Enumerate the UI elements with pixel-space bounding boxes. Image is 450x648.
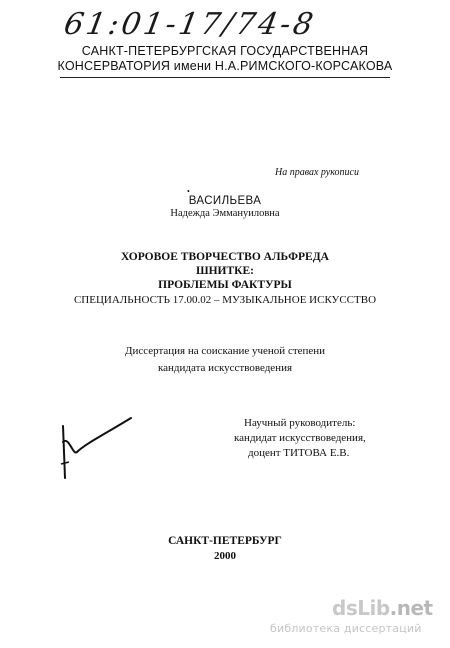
author-given-names: Надежда Эммануиловна: [170, 208, 280, 219]
institution-line-1: САНКТ-ПЕТЕРБУРГСКАЯ ГОСУДАРСТВЕННАЯ: [81, 44, 369, 58]
supervisor-block: [234, 416, 414, 461]
supervisor-name: доцент ТИТОВА Е.В.: [248, 447, 350, 459]
author-surname: ВАСИЛЬЕВА: [188, 195, 262, 207]
specialty: СПЕЦИАЛЬНОСТЬ 17.00.02 – МУЗЫКАЛЬНОЕ ИСКУССТВО: [73, 294, 377, 306]
degree-line-2: кандидата искусствоведения: [157, 362, 293, 374]
handwritten-archive-code: [60, 4, 390, 44]
year: 2000: [214, 550, 236, 562]
signature-mark: [55, 412, 135, 482]
supervisor-degree: кандидат искусствоведения,: [234, 432, 366, 444]
institution-header: [55, 44, 395, 74]
supervisor-label: Научный руководитель:: [244, 417, 356, 429]
watermark-caption: библиотека диссертаций: [270, 622, 422, 635]
header-rule: [60, 77, 390, 78]
stray-mark: •: [187, 187, 190, 196]
watermark-logo-tld: .net: [389, 596, 433, 620]
watermark-logo: [332, 596, 433, 620]
degree-line-1: Диссертация на соискание ученой степени: [124, 345, 326, 357]
svg-text:61:01-17/74-8: 61:01-17/74-8: [61, 7, 319, 42]
institution-line-2: КОНСЕРВАТОРИЯ имени Н.А.РИМСКОГО-КОРСАКОВА: [57, 59, 393, 73]
rights-note: На правах рукописи: [275, 167, 359, 178]
dissertation-title: [105, 250, 345, 292]
title-line-2: ПРОБЛЕМЫ ФАКТУРЫ: [158, 279, 292, 291]
watermark-logo-main: dsLib: [332, 596, 390, 620]
city: САНКТ-ПЕТЕРБУРГ: [168, 535, 282, 547]
title-line-1: ХОРОВОЕ ТВОРЧЕСТВО АЛЬФРЕДА ШНИТКЕ:: [121, 251, 329, 277]
